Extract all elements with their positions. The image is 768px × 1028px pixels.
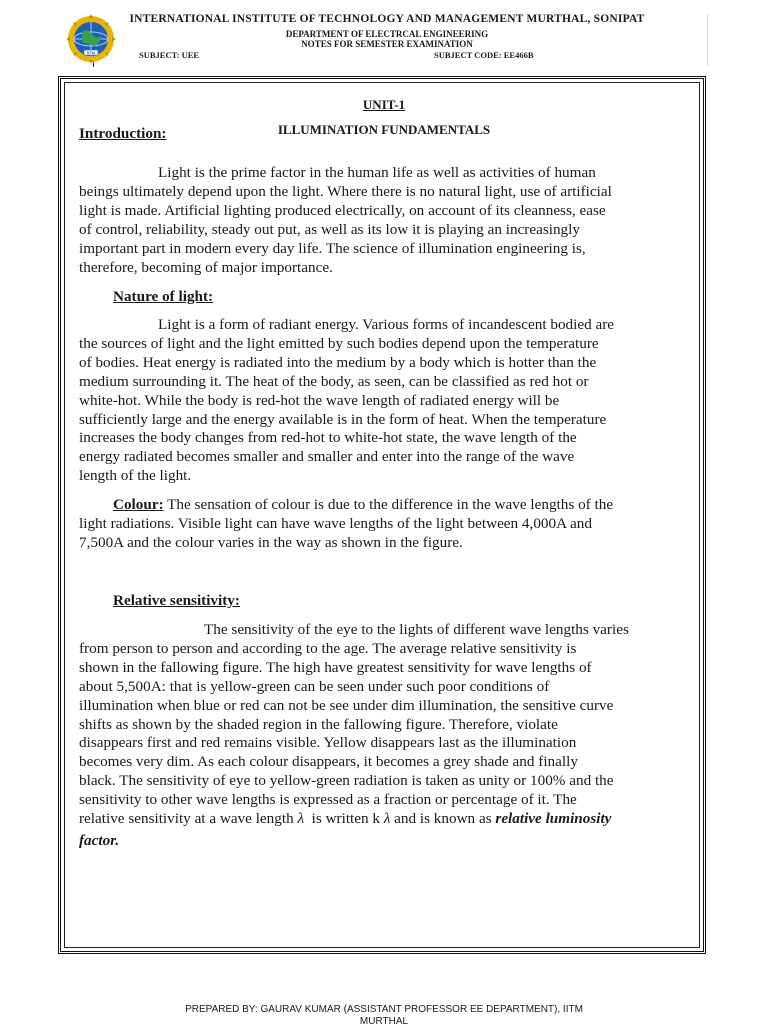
colour-line: 7,500A and the colour varies in the way as shown in the figure. [79, 533, 463, 551]
nature-line: of bodies. Heat energy is radiated into the medium by a body which is hotter than the [79, 353, 597, 371]
page-footer [0, 1004, 768, 1028]
relative-line: black. The sensitivity of eye to yellow-green radiation is taken as unity or 100% and the [79, 772, 614, 790]
relative-line: The sensitivity of the eye to the lights of different wave lengths varies [204, 621, 629, 638]
relative-sensitivity-heading: Relative sensitivity: [113, 592, 240, 609]
intro-line: therefore, becoming of major importance. [79, 258, 333, 276]
intro-line: of control, reliability, steady out put, as well as its low it is playing an increasingly [79, 220, 580, 238]
nature-line: sufficiently large and the energy available is in the form of heat. When the temperature [79, 410, 607, 428]
colour-line [79, 496, 699, 515]
introduction-heading: Introduction: [79, 125, 167, 142]
relative-line: from person to person and according to the age. The average relative sensitivity is [79, 639, 577, 657]
relative-sensitivity-paragraph [79, 621, 699, 851]
colour-paragraph [79, 496, 699, 553]
relative-text: is written k [304, 810, 384, 828]
lambda-symbol: λ [383, 810, 391, 828]
nature-line: medium surrounding it. The heat of the body, as seen, can be classified as red hot or [79, 372, 589, 390]
relative-line: illumination when blue or red can not be see under dim illumination, the sensitive curve [79, 696, 614, 714]
relative-line: shifts as shown by the shaded region in the fallowing figure. Therefore, violate [79, 715, 558, 733]
relative-line: shown in the fallowing figure. The high have greatest sensitivity for wave lengths of [79, 658, 592, 676]
factor-term: factor. [79, 831, 120, 849]
department-name: DEPARTMENT OF ELECTRCAL ENGINEERING [285, 29, 489, 39]
lambda-symbol: λ [297, 810, 305, 828]
nature-paragraph [79, 316, 699, 486]
nature-line: the sources of light and the light emitted by such bodies depend upon the temperature [79, 334, 599, 352]
colour-heading: Colour: [113, 496, 164, 513]
document-title: ILLUMINATION FUNDAMENTALS [277, 122, 491, 137]
institute-name: INTERNATIONAL INSTITUTE OF TECHNOLOGY AND MANAGEMENT MURTHAL, SONIPAT [129, 13, 645, 25]
subject-label: SUBJECT: UEE [139, 50, 200, 60]
svg-text:IITM: IITM [87, 50, 95, 55]
notes-title: NOTES FOR SEMESTER EXAMINATION [301, 39, 473, 49]
relative-line: becomes very dim. As each colour disappears, it becomes a grey shade and finally [79, 753, 578, 771]
page-header [0, 0, 768, 70]
intro-line: beings ultimately depend upon the light. Where there is no natural light, use of artificial [79, 182, 612, 200]
unit-heading: UNIT-1 [362, 97, 406, 112]
relative-line: sensitivity to other wave lengths is expressed as a fraction or percentage of it. The [79, 791, 577, 809]
nature-line: Light is a form of radiant energy. Various forms of incandescent bodied are [158, 316, 615, 333]
subject-code: SUBJECT CODE: EE466B [434, 50, 534, 60]
header-tick [93, 62, 94, 67]
relative-luminosity-term: relative luminosity [495, 810, 612, 828]
relative-line: disappears first and red remains visible. Yellow disappears last as the illumination [79, 734, 577, 752]
colour-text: The sensation of colour is due to the difference in the wave lengths of the [163, 496, 614, 513]
footer-location: MURTHAL [359, 1016, 409, 1027]
intro-line: Light is the prime factor in the human life as well as activities of human [158, 164, 596, 181]
introduction-paragraph [79, 164, 699, 277]
intro-line: light is made. Artificial lighting produced electrically, on account of its cleanness, ease [79, 201, 606, 219]
footer-prepared-by: PREPARED BY: GAURAV KUMAR (ASSISTANT PROFESSOR EE DEPARTMENT), IITM [185, 1004, 583, 1015]
colour-line: light radiations. Visible light can have wave lengths of the light between 4,000A and [79, 514, 592, 532]
relative-line [79, 810, 699, 829]
nature-line: energy radiated becomes smaller and smaller and enter into the range of the wave [79, 448, 575, 466]
header-divider [707, 14, 708, 66]
relative-text: relative sensitivity at a wave length [79, 810, 298, 828]
nature-of-light-heading: Nature of light: [113, 288, 214, 305]
relative-line: about 5,500A: that is yellow-green can be seen under such poor conditions of [79, 677, 550, 695]
relative-text: and is known as [390, 810, 496, 828]
nature-line: length of the light. [79, 467, 192, 485]
intro-line: important part in modern every day life. The science of illumination engineering is, [79, 239, 586, 257]
nature-line: white-hot. While the body is red-hot the wave length of radiated energy will be [79, 391, 560, 409]
nature-line: increases the body changes from red-hot to white-hot state, the wave length of the [79, 429, 577, 447]
